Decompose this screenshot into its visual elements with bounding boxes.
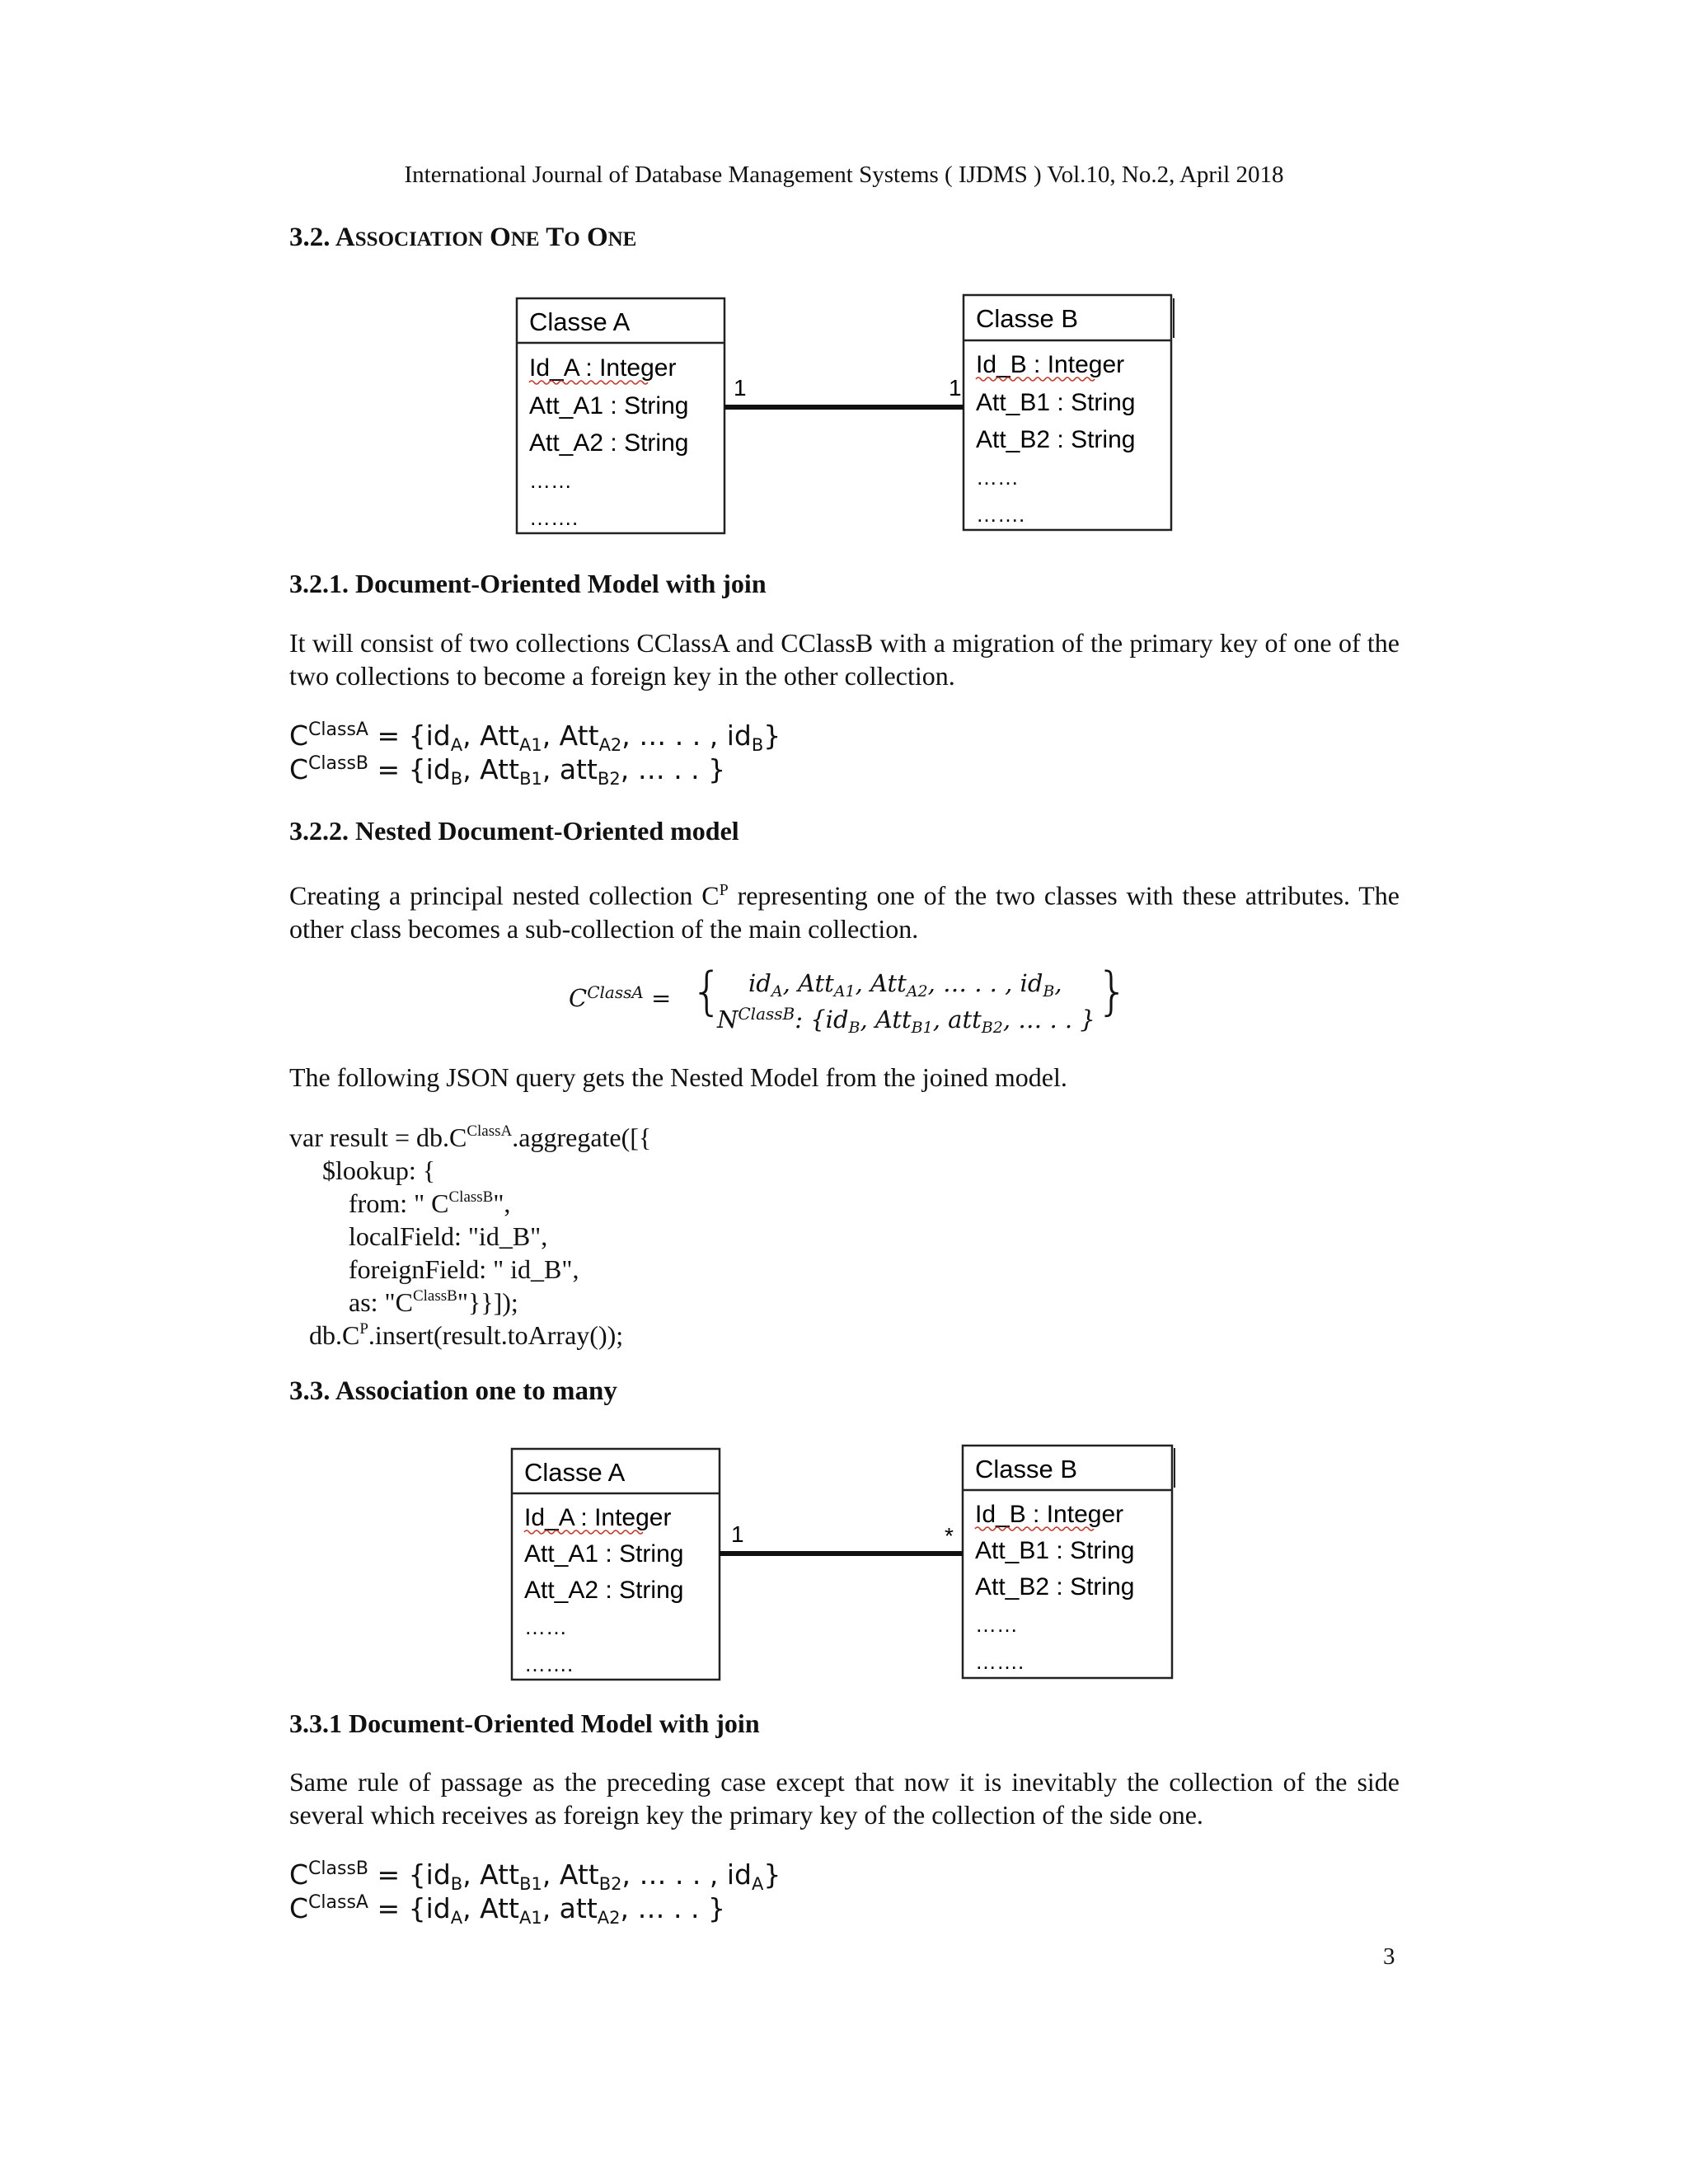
section-heading-3-3: 3.3. Association one to many [289,1376,617,1406]
class-b-title: Classe B [976,304,1079,333]
section-heading-3-2-2: 3.2.2. Nested Document-Oriented model [289,816,739,846]
nested-formula-row-1: $id_A$, Att$_{A1}$, Att$_{A2}$, … . . , $id_B$, [748,969,1062,1001]
class-a-attr-1: Id_A : Integer [529,354,677,382]
code-line-5: foreignField: " id_B", [289,1254,579,1284]
code-line-4: localField: "id_B", [289,1221,548,1251]
formula-cclassb: $C^{ClassB} = \{id_B$, Att$_{B1}$, Att$_{B2}$, … . . , $id_A$} [289,1858,781,1894]
class-a-attr-5: ……. [529,505,579,530]
uml-diagram-one-to-many [0,1430,1688,1694]
class-a-attr-2: Att_A1 : String [529,392,689,419]
page-number: 3 [1383,1943,1395,1970]
paragraph-3-2-2: Creating a principal nested collection $C^P$ representing one of the two classes with these attributes. The other class becomes a sub-collection of the main collection. [289,880,1400,944]
multiplicity-b: 1 [949,375,962,401]
class-a-attr-3: Att_A2 : String [529,429,689,457]
nested-formula-row-2: $N^{ClassB}$: {$id_B$, Att$_{B1}$, att$_{B2}$, … . . } [717,1004,1095,1037]
class-a-attr-5: ……. [524,1652,574,1676]
multiplicity-b: * [945,1523,954,1549]
left-brace: { [691,961,724,1021]
code-line-2: $lookup: { [289,1155,436,1185]
section-heading-3-2-1: 3.2.1. Document-Oriented Model with join [289,569,767,598]
class-b-attr-3: Att_B2 : String [976,426,1136,453]
code-line-1: var result = $db.C^{ClassA}.aggregate$([{ [289,1122,652,1152]
class-b-attr-2: Att_B1 : String [976,389,1136,416]
formula-block-3-3-1 [289,1858,781,1928]
paragraph-3-3-1: Same rule of passage as the preceding case except that now it is inevitably the collection of the side several which receives as foreign key the primary key of the collection of the side one. [289,1767,1400,1830]
class-b-attr-4: …… [976,465,1019,490]
code-line-3: from: " $C^{ClassB}$", [289,1188,511,1218]
class-a-attr-4: …… [524,1615,567,1639]
code-line-6: as: "$C^{ClassB}$"}}]); [289,1287,518,1317]
nested-formula [569,961,1129,1045]
class-a-title: Classe A [529,307,631,336]
class-b-attr-2: Att_B1 : String [975,1537,1135,1564]
class-b-attr-1: Id_B : Integer [975,1501,1124,1528]
section-heading-3-2: 3.2. ASSOCIATION ONE TO ONE [289,223,637,252]
class-b-attr-4: …… [975,1612,1018,1637]
multiplicity-a: 1 [734,375,747,401]
multiplicity-a: 1 [731,1521,744,1547]
code-line-7: $db.C^P.insert(result.toArray())$; [289,1320,624,1350]
class-a-title: Classe A [524,1458,626,1487]
running-header: International Journal of Database Management Systems ( IJDMS ) Vol.10, No.2, April 2018 [404,162,1284,188]
formula-cclassa: $C^{ClassA} = \{id_A$, Att$_{A1}$, att$_{A2}$, … . . } [289,1892,725,1928]
class-b-attr-5: ……. [976,502,1025,527]
uml-diagram-one-to-one [0,280,1688,544]
query-intro: The following JSON query gets the Nested Model from the joined model. [289,1062,1067,1092]
section-heading-3-3-1: 3.3.1 Document-Oriented Model with join [289,1708,760,1738]
class-b-attr-5: ……. [975,1649,1025,1674]
class-b-attr-3: Att_B2 : String [975,1573,1135,1601]
class-a-attr-1: Id_A : Integer [524,1504,672,1531]
class-b-attr-1: Id_B : Integer [976,351,1125,378]
paragraph-3-2-1: It will consist of two collections CClassA and CClassB with a migration of the primary key of one of the two collections to become a foreign key in the other collection. [289,628,1400,691]
right-brace: } [1096,961,1129,1021]
formula-cclassb: $C^{ClassB} = \{id_B$, Att$_{B1}$, att$_{B2}$, … . . } [289,753,726,789]
json-query-code [289,1121,651,1352]
nested-formula-lhs: $C^{ClassA}$ = [569,982,672,1012]
class-b-title: Classe B [975,1455,1078,1483]
class-a-attr-4: …… [529,468,572,493]
class-a-attr-3: Att_A2 : String [524,1577,684,1604]
formula-cclassa: $C^{ClassA} = \{id_A$, Att$_{A1}$, Att$_{A2}$, … . . , $id_B$} [289,719,781,755]
formula-block-3-2-1 [289,719,781,789]
class-a-attr-2: Att_A1 : String [524,1540,684,1568]
